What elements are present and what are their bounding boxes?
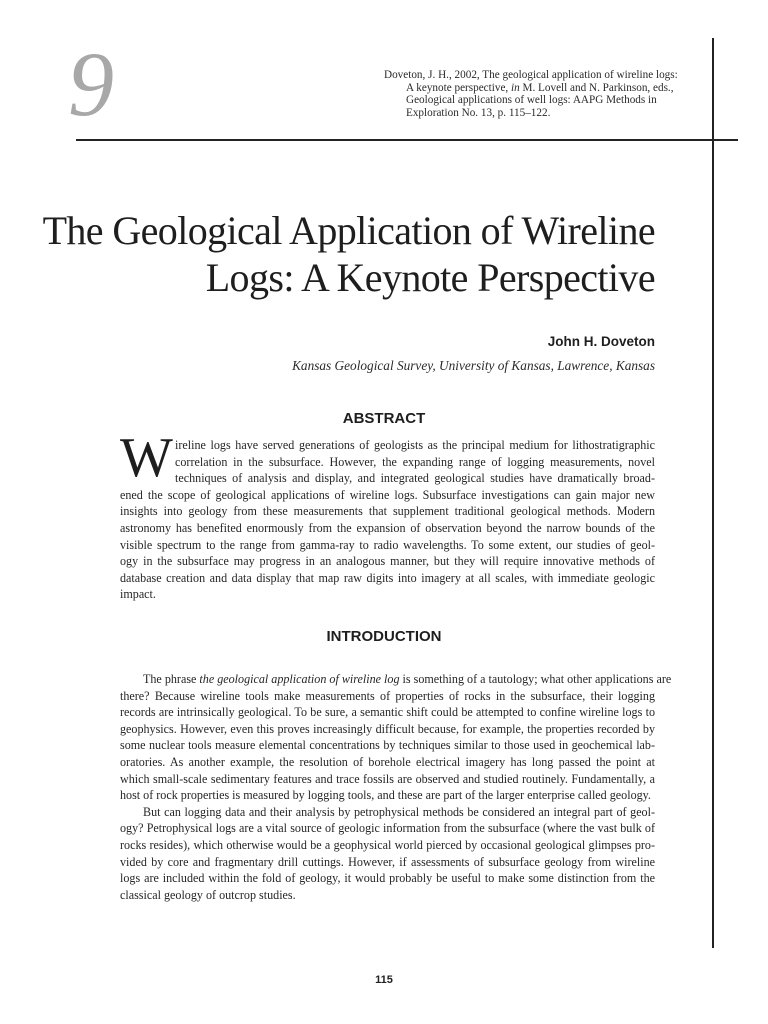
citation-text: M. Lovell and N. Parkinson, eds., [519,81,674,94]
abstract-line: techniques of analysis and display, and integrated geological studies have dramatically broad- [175,471,655,486]
abstract-line: visible spectrum to the range from gamma-ray to radio wavelengths. To some extent, our studies of geol- [120,537,655,552]
header-rule [76,139,738,141]
abstract-body [120,437,655,603]
introduction-body [120,671,672,903]
intro-line: there? Because wireline tools make measurements of properties of rocks in the subsurface, their logging [120,688,655,703]
citation-italic: in [511,81,520,94]
citation-line: Exploration No. 13, p. 115–122. [406,106,551,119]
author-affiliation: Kansas Geological Survey, University of Kansas, Lawrence, Kansas [292,358,655,373]
citation-line: Doveton, J. H., 2002, The geological application of wireline logs: [384,69,678,81]
abstract-dropcap-lines [120,437,655,487]
abstract-line: ogy in the subsurface may progress in an analogous manner, but they will require innovative methods of [120,554,655,569]
intro-line: some nuclear tools measure elemental concentrations by techniques similar to those used in geochemical lab- [120,738,655,753]
intro-line: classical geology of outcrop studies. [120,887,296,902]
author-name: John H. Doveton [547,334,655,349]
intro-line: vided by core and fragmentary drill cuttings. However, if assessments of subsurface geology from wireline [120,854,655,869]
introduction-heading: INTRODUCTION [326,628,442,645]
title-line: The Geological Application of Wireline [42,208,655,253]
abstract-line: database creation and data display that map raw digits into imagery at all scales, with immediate geologic [120,570,655,585]
intro-line: oratories. As another example, the resolution of borehole electrical imagery has long passed the point at [120,754,655,769]
intro-line: rocks resides), which otherwise would be a geophysical world pierced by occasional geological glimpses pro- [120,837,655,852]
intro-line: geophysics. However, even this proves increasingly difficult because, for example, the properties recorded by [120,721,655,736]
intro-line: which small-scale sedimentary features and trace fossils are observed and studied routinely. Fundamentally, a [120,771,655,786]
intro-line: host of rock properties is measured by logging tools, and these are part of the larger enterprise called geology. [120,788,651,803]
intro-line: records are intrinsically geological. To be sure, a semantic shift could be attempted to confine wireline logs to [120,705,655,720]
abstract-line: astronomy has benefited enormously from the expansion of observation beyond the narrow bounds of the [120,520,655,535]
intro-line: logs are included within the fold of geology, it would probably be useful to make some distinction from the [120,871,655,886]
margin-rule [712,38,714,948]
citation-line [384,81,674,95]
page-number: 115 [375,974,393,986]
abstract-line: ireline logs have served generations of geologists as the principal medium for lithostratigraphic [175,438,655,452]
abstract-heading: ABSTRACT [342,410,426,427]
intro-italic-phrase: the geological application of wireline log [199,672,400,686]
citation [384,69,678,119]
intro-line: ogy? Petrophysical logs are a vital source of geologic information from the subsurface (where the vast bulk of [120,821,655,836]
title-line: Logs: A Keynote Perspective [205,255,655,300]
chapter-number: 9 [68,33,114,135]
intro-line: But can logging data and their analysis by petrophysical methods be considered an integral part of geol- [143,804,655,819]
abstract-line: impact. [120,587,156,602]
intro-text: The phrase [143,672,200,686]
intro-text: is something of a tautology; what other applications are [399,672,672,686]
abstract-line: correlation in the subsurface. However, the expanding range of logging measurements, novel [175,454,655,469]
abstract-line: ened the scope of geological applications of wireline logs. Subsurface investigations can gain major new [120,487,655,502]
citation-text: A keynote perspective, [406,81,512,94]
intro-line [120,671,672,688]
abstract-line: insights into geology from these measurements that supplement traditional geological methods. Modern [120,504,655,519]
citation-line: Geological applications of well logs: AAPG Methods in [406,94,657,107]
drop-cap: W [120,427,173,489]
paper-title [43,207,655,301]
